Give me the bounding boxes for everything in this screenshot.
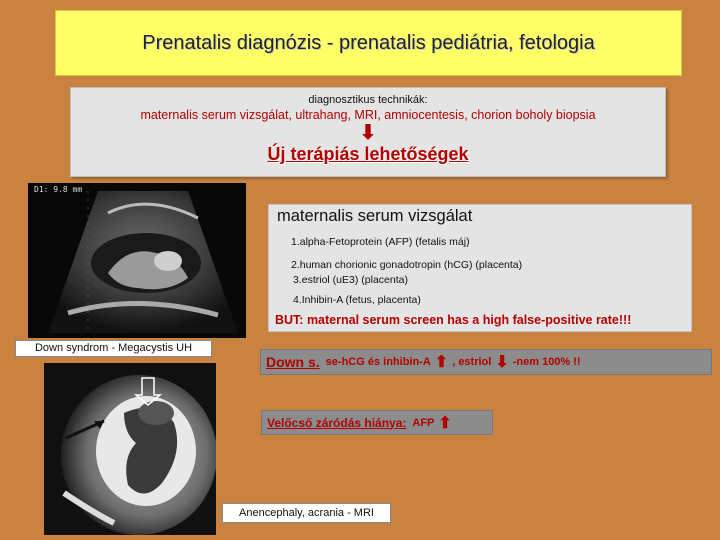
page-title: Prenatalis diagnózis - prenatalis pediátria, fetologia bbox=[142, 31, 595, 54]
down-markers-text: se-hCG és inhibin-A bbox=[325, 356, 431, 368]
title-banner bbox=[55, 10, 682, 76]
estriol-text: , estriol bbox=[452, 356, 492, 368]
ultrasound-measurement bbox=[34, 185, 82, 194]
serum-panel bbox=[268, 204, 692, 332]
neural-tube-defect-markers bbox=[261, 410, 493, 435]
techniques-panel bbox=[70, 87, 666, 177]
new-therapy-heading: Új terápiás lehetőségek bbox=[267, 144, 469, 164]
serum-item-inhibin: 4.Inhibin-A (fetus, placenta) bbox=[293, 294, 421, 306]
ntd-label: Velőcső záródás hiánya: bbox=[267, 415, 407, 430]
down-syndrome-label: Down s. bbox=[266, 354, 320, 370]
ultrasound-graphic bbox=[28, 183, 246, 338]
mri-image bbox=[44, 363, 216, 535]
ultrasound-image bbox=[28, 183, 246, 338]
down-syndrome-caption: Down syndrom - Megacystis UH bbox=[15, 340, 212, 357]
serum-title: maternalis serum vizsgálat bbox=[277, 207, 473, 225]
arrow-up-icon: ⬆ bbox=[438, 414, 452, 432]
techniques-heading: diagnosztikus technikák: bbox=[308, 94, 428, 106]
measure-value: 9.8 mm bbox=[53, 185, 83, 194]
serum-item-afp: 1.alpha-Fetoprotein (AFP) (fetalis máj) bbox=[291, 236, 470, 248]
measure-label: D1: bbox=[34, 185, 49, 194]
arrow-up-icon: ⬆ bbox=[434, 354, 449, 371]
accuracy-note: -nem 100% !! bbox=[512, 356, 581, 368]
anencephaly-caption: Anencephaly, acrania - MRI bbox=[222, 503, 391, 523]
serum-warning: BUT: maternal serum screen has a high false-positive rate!!! bbox=[275, 313, 632, 327]
arrow-down-icon: ⬇ bbox=[495, 354, 509, 371]
mri-graphic bbox=[44, 363, 216, 535]
serum-item-hcg: 2.human chorionic gonadotropin (hCG) (placenta) bbox=[291, 259, 523, 271]
ntd-marker: AFP bbox=[412, 416, 435, 429]
serum-item-estriol: 3.estriol (uE3) (placenta) bbox=[293, 274, 408, 286]
techniques-list: maternalis serum vizsgálat, ultrahang, MRI, amniocentesis, chorion boholy biopsia bbox=[140, 108, 596, 122]
arrow-down-icon: ⬇ bbox=[359, 122, 377, 144]
down-syndrome-markers bbox=[260, 349, 712, 375]
